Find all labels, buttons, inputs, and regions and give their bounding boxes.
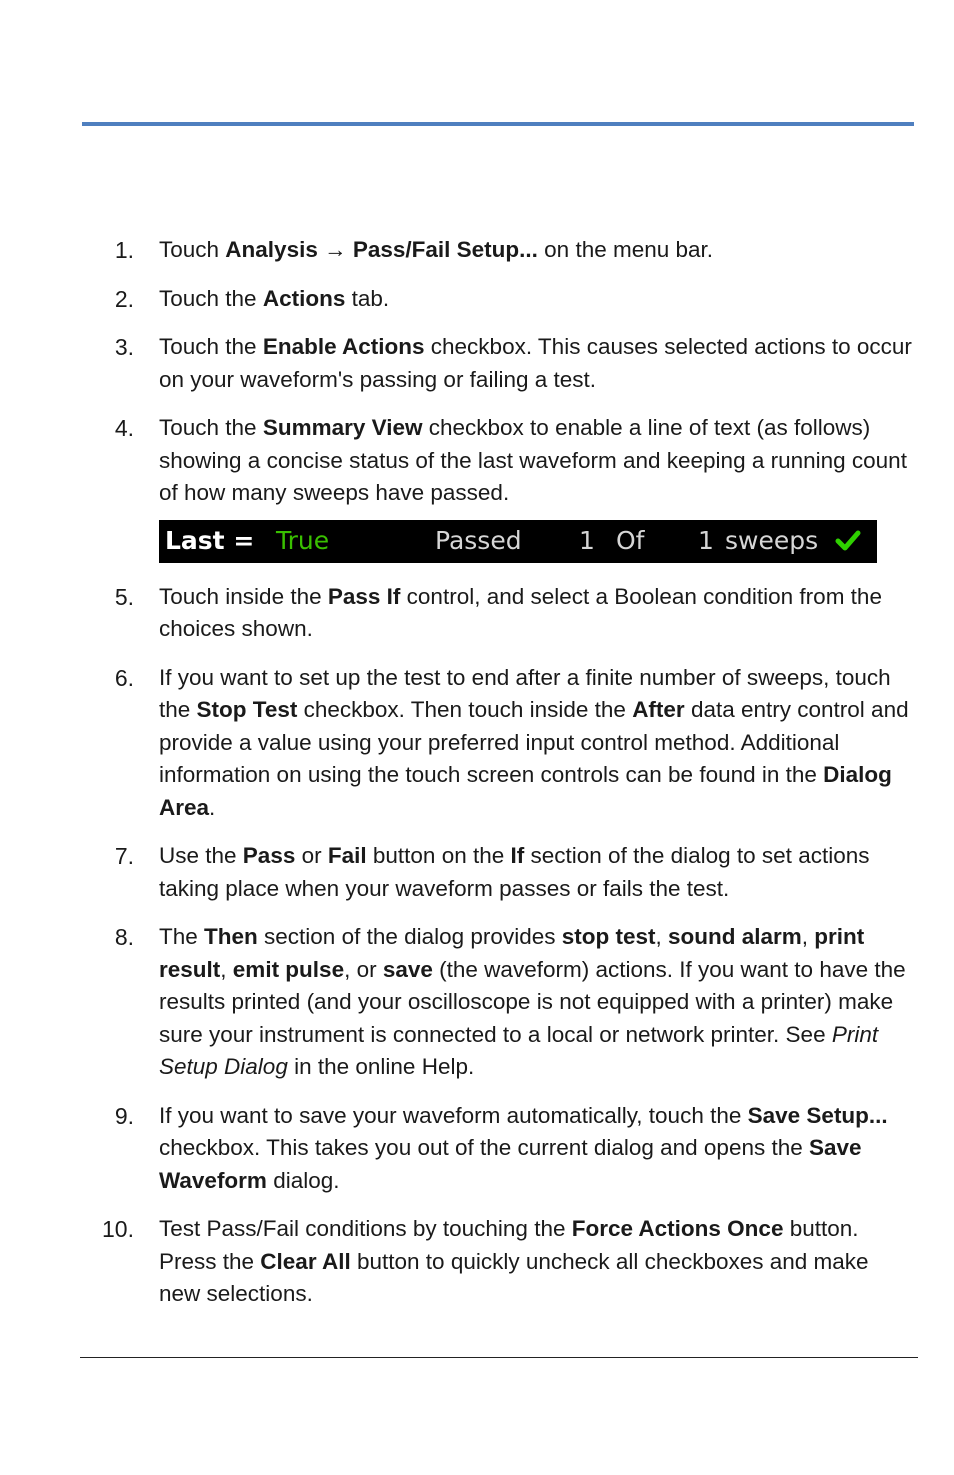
step-text: checkbox. This causes selected actions to occur on your waveform's passing or failing a test. (159, 334, 912, 392)
step-number: 6. (114, 664, 134, 691)
bold-term: Summary View (262, 415, 423, 440)
step-text: button on the (366, 843, 511, 868)
step-7 (0, 840, 954, 905)
step-text: section of the dialog to set actions taking place when your waveform passes or fails the test. (159, 843, 870, 901)
step-3 (0, 331, 954, 396)
bold-term: Pass If (327, 583, 401, 609)
step-text: Touch the (159, 415, 263, 440)
step-text: on the menu bar. (537, 237, 714, 262)
step-text: checkbox. This takes you out of the current dialog and opens the (159, 1135, 809, 1160)
bold-term: emit pulse (232, 956, 345, 982)
step-text: dialog. (266, 1167, 340, 1193)
summary-passed-label: Passed (435, 525, 522, 555)
step-text: button to quickly uncheck all checkboxes and make new selections. (159, 1248, 869, 1306)
step-6 (0, 662, 954, 825)
check-icon (835, 528, 861, 560)
step-text: Use the (159, 843, 243, 868)
step-number: 5. (114, 583, 134, 610)
footer-rule (80, 1357, 918, 1358)
step-text: checkbox. Then touch inside the (297, 697, 633, 722)
bold-term: Enable Actions (262, 334, 425, 359)
step-text: Test Pass/Fail conditions by touching the (159, 1216, 572, 1241)
bold-term: After (632, 697, 685, 722)
step-text: checkbox to enable a line of text (as follows) showing a concise status of the last waveform and keeping a running count of how many sweeps have passed. (159, 415, 907, 505)
step-text: in the online Help. (287, 1054, 475, 1079)
step-text: data entry control and provide a value using your preferred input control method. Additional information on using the touch screen controls can be found in the (159, 697, 909, 787)
step-text: Touch inside the (159, 583, 328, 609)
step-text: or (295, 843, 328, 868)
step-text: Touch (159, 237, 226, 262)
step-text: , (220, 956, 233, 982)
summary-of-label: Of (616, 525, 645, 555)
step-text: control, and select a Boolean condition from the choices shown. (159, 583, 882, 641)
bold-term: Actions (262, 285, 346, 311)
step-text: (the waveform) actions. If you want to have the results printed (and your oscilloscope is not equipped with a printer) make sure your instrument is connected to a local or network printer. See (159, 956, 906, 1047)
bold-term: Dialog Area (159, 762, 892, 820)
step-4 (0, 412, 954, 510)
step-text: , (655, 924, 668, 949)
bold-term: stop test (561, 924, 656, 949)
bold-term: save (382, 956, 433, 982)
step-text: Touch the (159, 334, 263, 359)
bold-term: Pass (242, 843, 296, 868)
bold-term: Save Waveform (159, 1135, 862, 1193)
step-text: section of the dialog provides (257, 924, 562, 949)
header-rule (82, 122, 914, 126)
step-10 (0, 1213, 954, 1311)
summary-total-count: 1 (698, 525, 714, 555)
step-2 (0, 283, 954, 316)
step-number: 10. (102, 1216, 134, 1242)
summary-passed-count: 1 (579, 525, 595, 555)
step-number: 2. (114, 285, 134, 312)
step-text: , (801, 924, 815, 949)
bold-term: If (510, 843, 525, 868)
summary-last-label: Last = (165, 525, 255, 555)
step-number: 7. (114, 843, 134, 869)
step-text: The (159, 924, 205, 949)
step-text: If you want to save your waveform automatically, touch the (159, 1102, 748, 1128)
step-text: If you want to set up the test to end after a finite number of sweeps, touch the (159, 664, 891, 722)
bold-term: Fail (327, 843, 367, 868)
step-5 (0, 581, 954, 646)
summary-last-value: True (276, 525, 330, 555)
step-text: . (209, 794, 216, 820)
bold-term: sound alarm (668, 924, 802, 949)
steps-list (0, 234, 954, 1327)
bold-term: Analysis → Pass/Fail Setup... (225, 237, 538, 262)
step-text: Touch the (159, 285, 263, 311)
bold-term: Save Setup... (747, 1102, 888, 1128)
step-number: 9. (114, 1102, 134, 1129)
step-8 (0, 921, 954, 1084)
bold-term: Clear All (260, 1248, 351, 1274)
bold-term: Then (204, 924, 258, 949)
step-number: 1. (114, 237, 134, 263)
summary-sweeps-label: sweeps (725, 525, 819, 555)
bold-term: Stop Test (196, 697, 298, 722)
italic-term: Print Setup Dialog (159, 1021, 879, 1079)
step-number: 8. (114, 924, 134, 950)
summary-view-bar (159, 520, 877, 563)
step-number: 3. (114, 334, 134, 360)
step-text: button. Press the (159, 1216, 859, 1274)
step-text: , or (344, 956, 383, 982)
step-text: tab. (345, 285, 390, 311)
step-number: 4. (114, 415, 134, 441)
bold-term: print result (159, 924, 865, 982)
step-1 (0, 234, 954, 267)
bold-term: Force Actions Once (571, 1216, 784, 1241)
step-9 (0, 1100, 954, 1198)
